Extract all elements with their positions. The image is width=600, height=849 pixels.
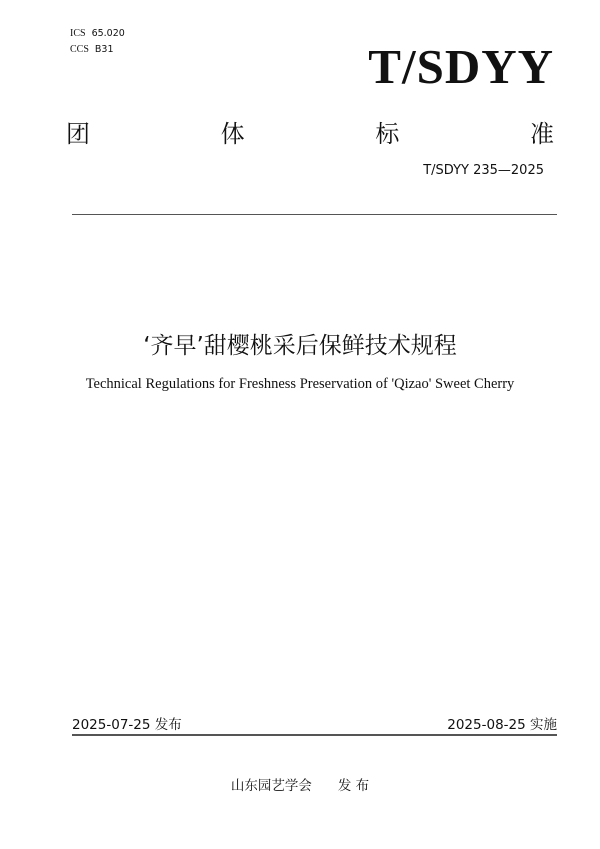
standard-kind-char: 标 (375, 120, 400, 148)
publisher (0, 774, 600, 794)
ccs-label: CCS (70, 44, 89, 55)
title-chinese: ‘齐早’甜樱桃采后保鲜技术规程 (143, 333, 457, 359)
effective-date: 2025-08-25 实施 (447, 717, 557, 733)
ics-line (70, 28, 125, 39)
standard-code: T/SDYY 235—2025 (423, 163, 544, 178)
standard-kind-char: 准 (529, 120, 554, 148)
ics-value: 65.020 (91, 28, 125, 39)
title-english: Technical Regulations for Freshness Preservation of 'Qizao' Sweet Cherry (85, 376, 515, 392)
ics-label: ICS (70, 28, 86, 39)
brand-code: T/SDYY (368, 39, 554, 94)
standard-kind-char: 体 (220, 120, 245, 148)
issue-date: 2025-07-25 发布 (72, 717, 182, 733)
standard-kind-char: 团 (66, 120, 90, 148)
ccs-line (70, 44, 114, 55)
top-divider (72, 214, 557, 215)
publisher-name: 山东园艺学会 (230, 778, 312, 794)
ccs-value: B31 (94, 44, 114, 55)
publisher-action: 发 布 (337, 778, 370, 794)
standard-kind (66, 114, 554, 149)
bottom-divider (72, 734, 557, 736)
